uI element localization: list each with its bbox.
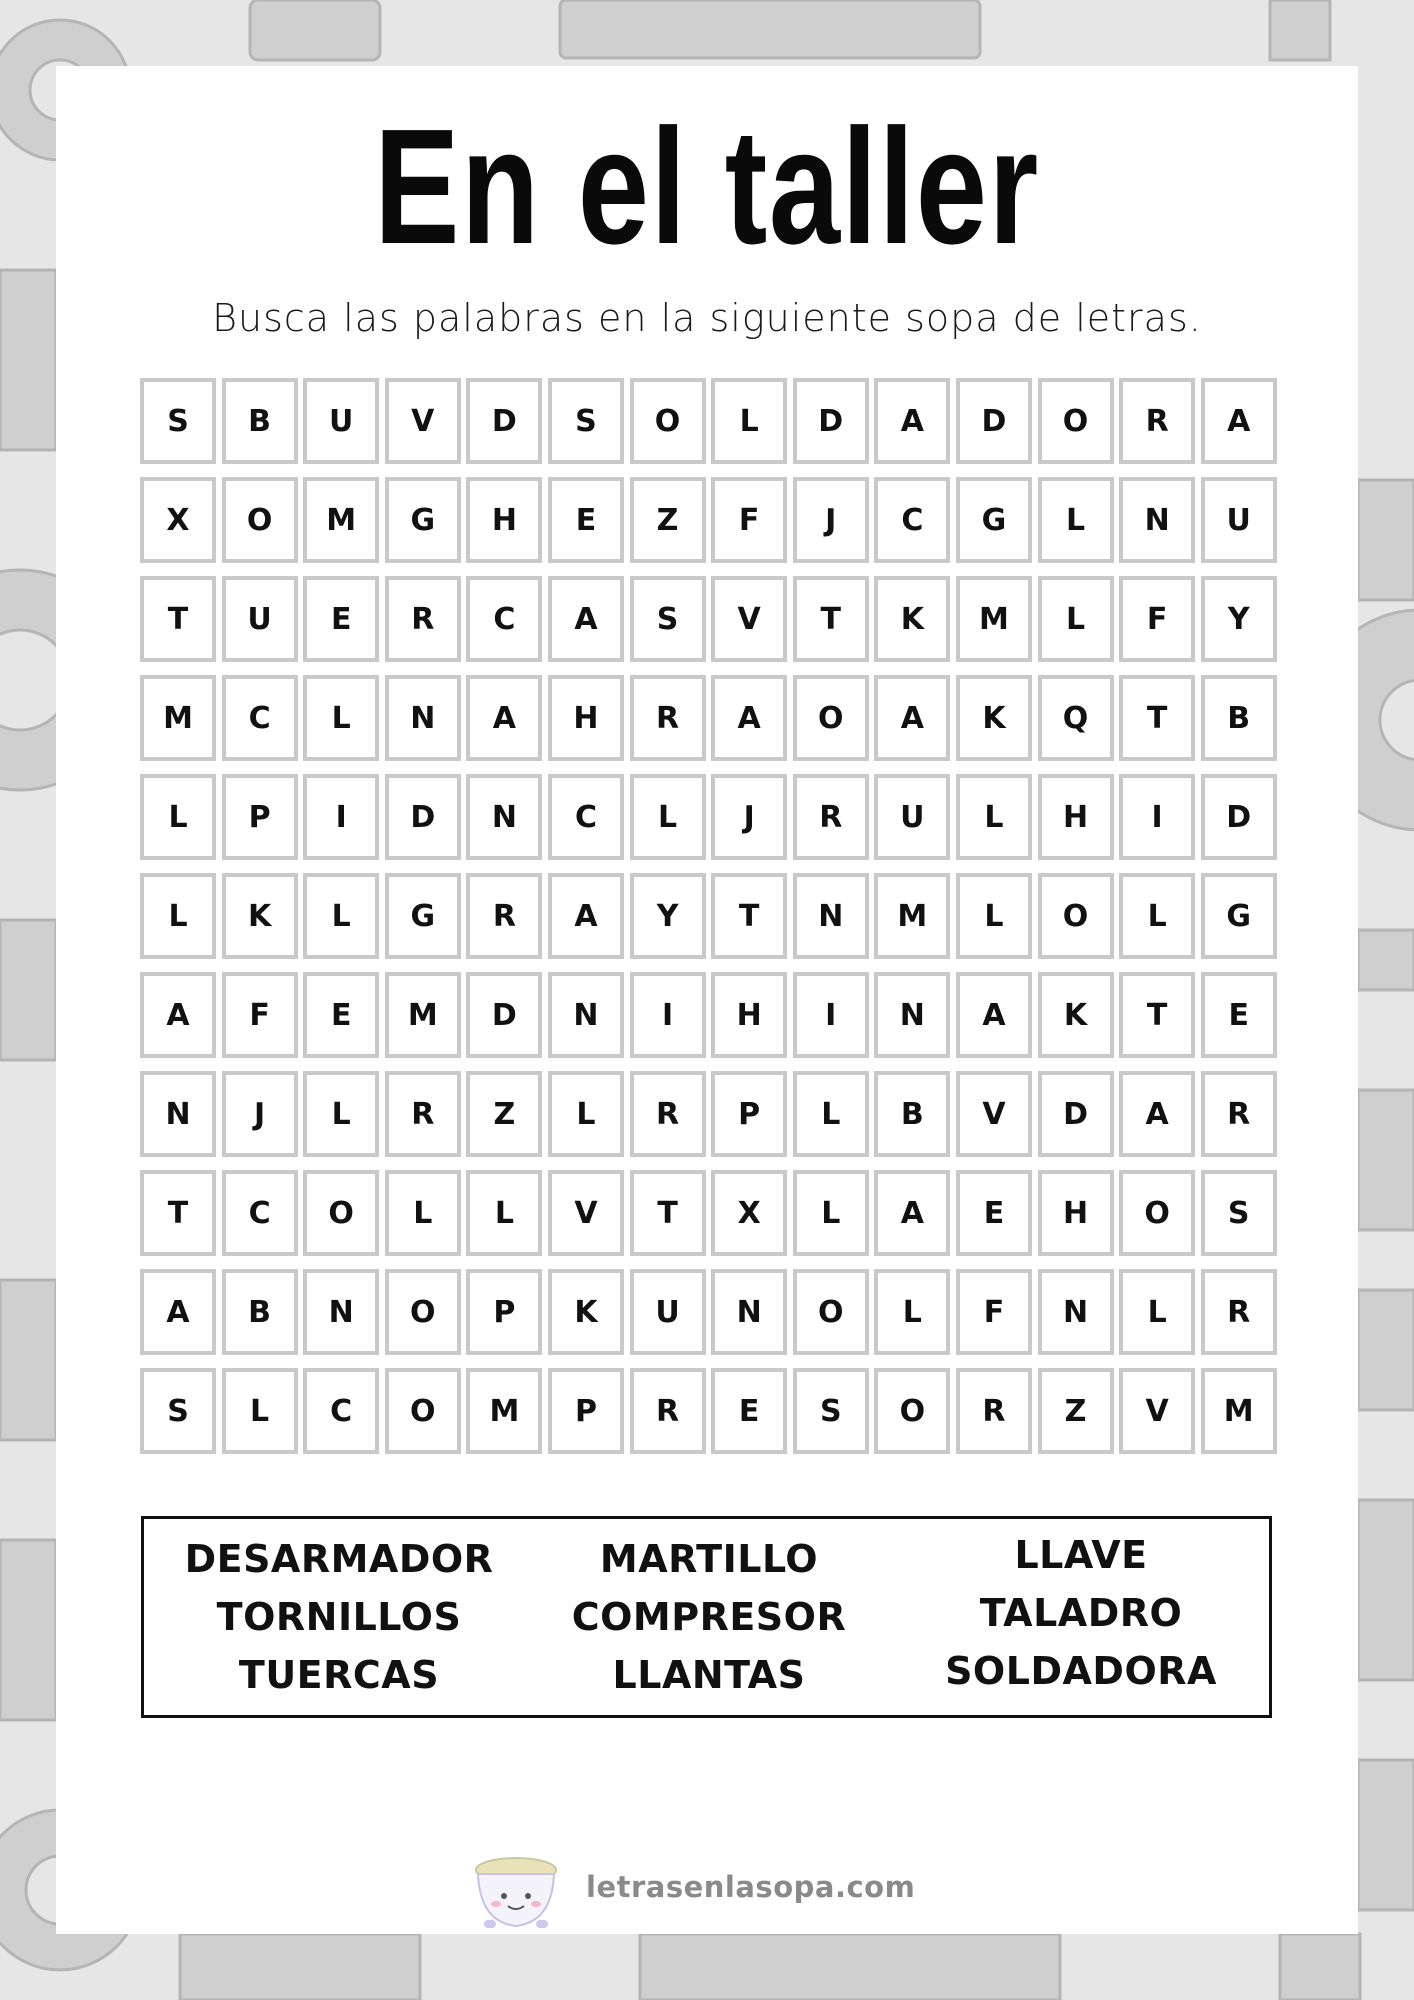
page-title: En el taller xyxy=(374,95,1040,278)
letter-cell: L xyxy=(793,1071,869,1157)
letter-cell: V xyxy=(385,378,461,464)
letter-cell: K xyxy=(956,675,1032,761)
letter-cell: I xyxy=(630,972,706,1058)
letter-cell: L xyxy=(793,1170,869,1256)
word-list-box xyxy=(141,1516,1272,1718)
letter-cell: B xyxy=(222,378,298,464)
letter-cell: L xyxy=(466,1170,542,1256)
letter-cell: T xyxy=(140,1170,216,1256)
letter-cell: C xyxy=(548,774,624,860)
letter-cell: H xyxy=(711,972,787,1058)
letter-cell: J xyxy=(793,477,869,563)
letter-cell: M xyxy=(466,1368,542,1454)
letter-cell: P xyxy=(711,1071,787,1157)
letter-cell: V xyxy=(956,1071,1032,1157)
letter-cell: A xyxy=(548,873,624,959)
letter-cell: H xyxy=(466,477,542,563)
letter-cell: P xyxy=(466,1269,542,1355)
letter-cell: S xyxy=(140,1368,216,1454)
letter-cell: Y xyxy=(1201,576,1277,662)
word-column xyxy=(896,1515,1266,1711)
letter-cell: O xyxy=(385,1368,461,1454)
letter-cell: T xyxy=(793,576,869,662)
letter-cell: L xyxy=(1119,873,1195,959)
letter-cell: D xyxy=(1038,1071,1114,1157)
letter-cell: A xyxy=(711,675,787,761)
letter-cell: C xyxy=(303,1368,379,1454)
letter-cell: L xyxy=(956,873,1032,959)
letter-cell: F xyxy=(222,972,298,1058)
letter-cell: G xyxy=(1201,873,1277,959)
letter-cell: V xyxy=(711,576,787,662)
letter-cell: N xyxy=(793,873,869,959)
letter-cell: G xyxy=(956,477,1032,563)
letter-cell: T xyxy=(630,1170,706,1256)
letter-cell: L xyxy=(140,873,216,959)
letter-cell: O xyxy=(1038,873,1114,959)
letter-cell: K xyxy=(1038,972,1114,1058)
letter-cell: F xyxy=(956,1269,1032,1355)
letter-cell: A xyxy=(1119,1071,1195,1157)
letter-cell: A xyxy=(466,675,542,761)
letter-cell: A xyxy=(548,576,624,662)
letter-cell: I xyxy=(1119,774,1195,860)
letter-cell: D xyxy=(1201,774,1277,860)
letter-cell: E xyxy=(1201,972,1277,1058)
letter-cell: A xyxy=(874,1170,950,1256)
letter-cell: R xyxy=(630,1368,706,1454)
letter-cell: L xyxy=(303,873,379,959)
letter-cell: C xyxy=(222,1170,298,1256)
letter-cell: R xyxy=(1119,378,1195,464)
letter-cell: N xyxy=(1038,1269,1114,1355)
letter-grid xyxy=(140,378,1272,1454)
letter-cell: Z xyxy=(1038,1368,1114,1454)
letter-cell: S xyxy=(793,1368,869,1454)
letter-cell: O xyxy=(303,1170,379,1256)
letter-cell: O xyxy=(630,378,706,464)
letter-cell: Q xyxy=(1038,675,1114,761)
letter-cell: R xyxy=(956,1368,1032,1454)
letter-cell: I xyxy=(303,774,379,860)
letter-cell: L xyxy=(222,1368,298,1454)
letter-cell: U xyxy=(303,378,379,464)
letter-cell: E xyxy=(956,1170,1032,1256)
letter-cell: K xyxy=(548,1269,624,1355)
letter-cell: N xyxy=(303,1269,379,1355)
letter-cell: O xyxy=(1119,1170,1195,1256)
letter-cell: L xyxy=(630,774,706,860)
letter-cell: P xyxy=(222,774,298,860)
letter-cell: F xyxy=(1119,576,1195,662)
letter-cell: H xyxy=(548,675,624,761)
letter-cell: F xyxy=(711,477,787,563)
letter-cell: M xyxy=(303,477,379,563)
letter-cell: Z xyxy=(466,1071,542,1157)
letter-cell: T xyxy=(1119,972,1195,1058)
letter-cell: Z xyxy=(630,477,706,563)
letter-cell: O xyxy=(385,1269,461,1355)
letter-cell: B xyxy=(1201,675,1277,761)
letter-cell: N xyxy=(466,774,542,860)
letter-cell: I xyxy=(793,972,869,1058)
letter-cell: E xyxy=(711,1368,787,1454)
letter-cell: R xyxy=(1201,1071,1277,1157)
letter-cell: X xyxy=(140,477,216,563)
letter-cell: M xyxy=(1201,1368,1277,1454)
letter-cell: A xyxy=(874,675,950,761)
letter-cell: G xyxy=(385,873,461,959)
page-subtitle: Busca las palabras en la siguiente sopa de letras. xyxy=(212,296,1202,340)
letter-cell: A xyxy=(1201,378,1277,464)
letter-cell: N xyxy=(1119,477,1195,563)
soup-bowl-logo-icon xyxy=(468,1852,562,1932)
letter-cell: M xyxy=(956,576,1032,662)
letter-cell: L xyxy=(385,1170,461,1256)
letter-cell: G xyxy=(385,477,461,563)
letter-cell: A xyxy=(140,1269,216,1355)
letter-cell: S xyxy=(140,378,216,464)
letter-cell: X xyxy=(711,1170,787,1256)
letter-cell: B xyxy=(222,1269,298,1355)
letter-cell: N xyxy=(548,972,624,1058)
letter-cell: N xyxy=(140,1071,216,1157)
letter-cell: L xyxy=(1038,576,1114,662)
letter-cell: T xyxy=(140,576,216,662)
letter-cell: E xyxy=(548,477,624,563)
letter-cell: L xyxy=(874,1269,950,1355)
footer xyxy=(468,1852,948,1932)
word-item: MARTILLO xyxy=(599,1537,819,1581)
letter-cell: J xyxy=(711,774,787,860)
letter-cell: R xyxy=(466,873,542,959)
letter-cell: R xyxy=(385,1071,461,1157)
letter-cell: O xyxy=(793,1269,869,1355)
letter-cell: R xyxy=(1201,1269,1277,1355)
letter-cell: K xyxy=(874,576,950,662)
letter-cell: A xyxy=(874,378,950,464)
letter-cell: U xyxy=(222,576,298,662)
letter-cell: L xyxy=(956,774,1032,860)
letter-cell: D xyxy=(793,378,869,464)
letter-cell: H xyxy=(1038,1170,1114,1256)
letter-cell: T xyxy=(711,873,787,959)
letter-cell: D xyxy=(466,378,542,464)
word-item: TUERCAS xyxy=(238,1653,440,1697)
letter-cell: N xyxy=(385,675,461,761)
letter-cell: L xyxy=(303,675,379,761)
letter-cell: R xyxy=(630,1071,706,1157)
letter-cell: A xyxy=(956,972,1032,1058)
letter-cell: J xyxy=(222,1071,298,1157)
letter-cell: N xyxy=(711,1269,787,1355)
letter-cell: A xyxy=(140,972,216,1058)
letter-cell: C xyxy=(466,576,542,662)
word-item: DESARMADOR xyxy=(184,1537,494,1581)
letter-cell: E xyxy=(303,576,379,662)
letter-cell: O xyxy=(222,477,298,563)
letter-cell: S xyxy=(630,576,706,662)
site-url: letrasenlasopa.com xyxy=(586,1870,916,1904)
letter-cell: D xyxy=(956,378,1032,464)
letter-cell: M xyxy=(874,873,950,959)
letter-cell: L xyxy=(140,774,216,860)
letter-cell: L xyxy=(548,1071,624,1157)
word-item: TALADRO xyxy=(979,1591,1183,1635)
letter-cell: O xyxy=(1038,378,1114,464)
word-item: SOLDADORA xyxy=(945,1649,1217,1693)
letter-cell: O xyxy=(874,1368,950,1454)
letter-cell: L xyxy=(303,1071,379,1157)
letter-cell: T xyxy=(1119,675,1195,761)
letter-cell: S xyxy=(548,378,624,464)
letter-cell: B xyxy=(874,1071,950,1157)
letter-cell: K xyxy=(222,873,298,959)
letter-cell: D xyxy=(385,774,461,860)
letter-cell: R xyxy=(385,576,461,662)
letter-cell: M xyxy=(140,675,216,761)
letter-cell: M xyxy=(385,972,461,1058)
letter-cell: C xyxy=(874,477,950,563)
word-item: LLANTAS xyxy=(612,1653,806,1697)
letter-cell: O xyxy=(793,675,869,761)
letter-cell: U xyxy=(874,774,950,860)
letter-cell: D xyxy=(466,972,542,1058)
word-column xyxy=(524,1519,894,1715)
letter-cell: P xyxy=(548,1368,624,1454)
letter-cell: V xyxy=(1119,1368,1195,1454)
word-item: COMPRESOR xyxy=(571,1595,847,1639)
word-item: TORNILLOS xyxy=(216,1595,462,1639)
word-item: LLAVE xyxy=(1014,1533,1148,1577)
letter-cell: H xyxy=(1038,774,1114,860)
letter-cell: E xyxy=(303,972,379,1058)
letter-cell: L xyxy=(1038,477,1114,563)
letter-cell: L xyxy=(1119,1269,1195,1355)
letter-cell: L xyxy=(711,378,787,464)
letter-cell: N xyxy=(874,972,950,1058)
letter-cell: R xyxy=(630,675,706,761)
letter-cell: C xyxy=(222,675,298,761)
letter-cell: U xyxy=(1201,477,1277,563)
word-column xyxy=(154,1519,524,1715)
letter-cell: V xyxy=(548,1170,624,1256)
letter-cell: R xyxy=(793,774,869,860)
letter-cell: S xyxy=(1201,1170,1277,1256)
letter-cell: Y xyxy=(630,873,706,959)
letter-cell: U xyxy=(630,1269,706,1355)
